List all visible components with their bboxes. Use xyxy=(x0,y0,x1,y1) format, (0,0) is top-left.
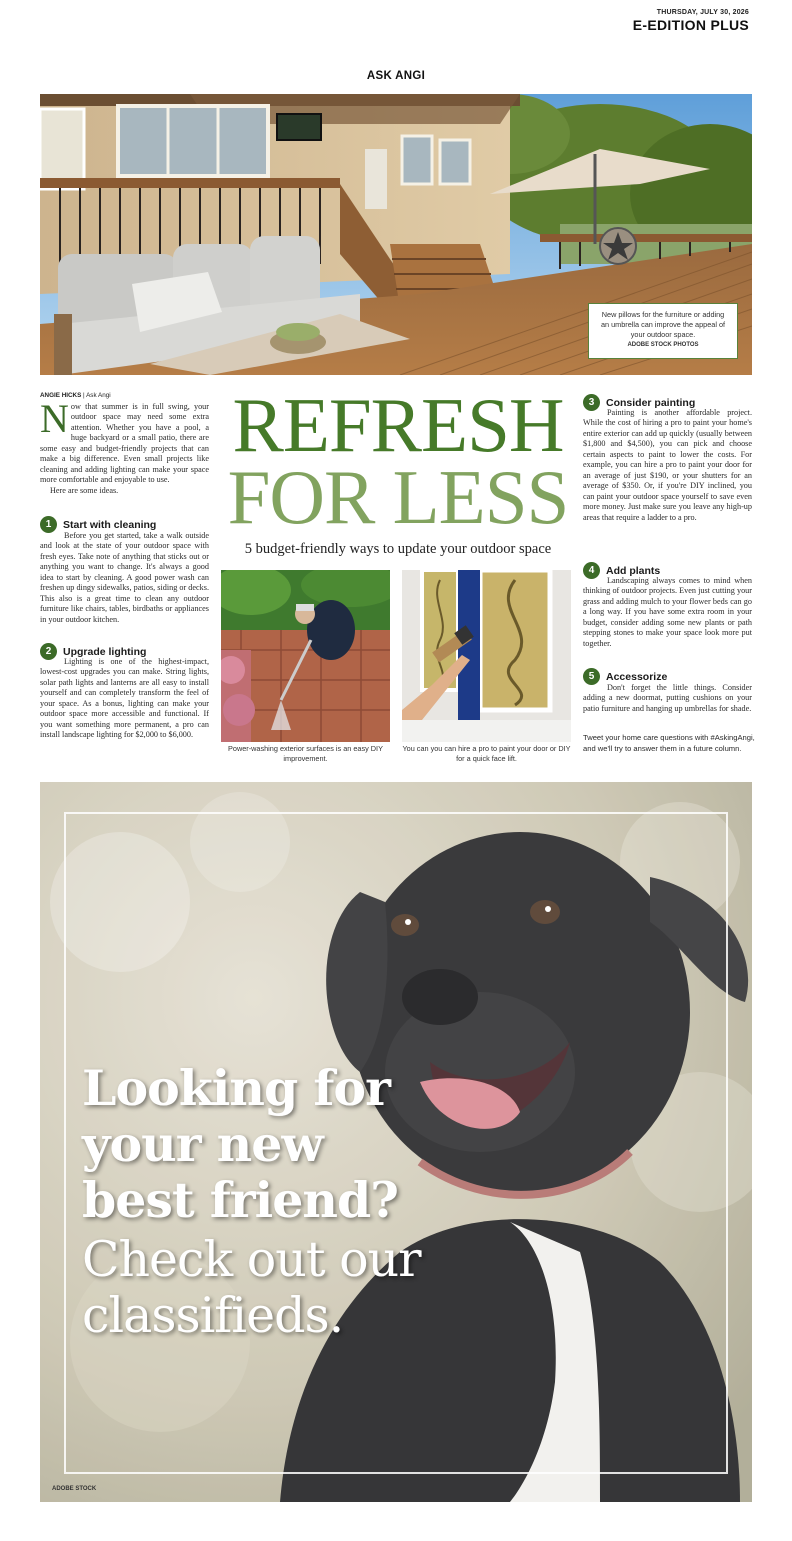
ad-headline-line-2: your new xyxy=(82,1115,323,1173)
tip-4-body: Landscaping always comes to mind when thinking of outdoor projects. Even just cutting your grass and adding mulch to your flower beds can go a long way. If you have some extra room in your budget, consider adding some new plants or path stepping stones to make your space look more put together. xyxy=(583,576,752,648)
section-label: ASK ANGI xyxy=(366,70,426,82)
tip-3-number-badge: 3 xyxy=(583,394,600,411)
edition-date: THURSDAY, JULY 30, 2026 xyxy=(656,9,749,16)
byline: ANGIE HICKS | Ask Angi xyxy=(40,392,111,399)
tip-1-title: Start with cleaning xyxy=(63,518,157,531)
headline-line-2: FOR LESS xyxy=(227,454,569,540)
subheadline: 5 budget-friendly ways to update your outdoor space xyxy=(244,541,552,557)
ad-headline-line-4: Check out our xyxy=(82,1231,421,1288)
ad-photo-credit: ADOBE STOCK xyxy=(52,1486,97,1492)
ad-headline-line-3: best friend? xyxy=(82,1171,398,1229)
tip-2-title: Upgrade lighting xyxy=(63,645,147,658)
hero-caption: New pillows for the furniture or adding an umbrella can improve the appeal of your outdoor space. xyxy=(600,310,726,339)
tip-4-title: Add plants xyxy=(606,564,661,577)
hero-credit: ADOBE STOCK PHOTOS xyxy=(627,342,699,348)
photo-painting-caption: You can you can hire a pro to paint your door or DIY for a quick face lift. xyxy=(402,744,571,763)
hero-caption-box xyxy=(588,303,738,359)
ad-headline-line-1: Looking for xyxy=(82,1059,390,1117)
tip-5-number-badge: 5 xyxy=(583,668,600,685)
photo-power-washing-caption: Power-washing exterior surfaces is an easy DIY improvement. xyxy=(228,744,383,763)
tweet-prompt: Tweet your home care questions with #AskingAngi, and we'll try to answer them in a future column. xyxy=(583,733,755,753)
tip-5-title: Accessorize xyxy=(606,670,668,683)
article-intro xyxy=(40,396,209,496)
tip-1-number-badge: 1 xyxy=(40,516,57,533)
tip-2-number-badge: 2 xyxy=(40,643,57,660)
photo-power-washing xyxy=(221,570,390,742)
tip-2-body: Lighting is one of the highest-impact, lowest-cost upgrades you can make. String lights, solar path lights and lanterns are all easy to install yourself and can completely transform the feel of your space. As a bonus, lighting can make your outdoor space more accessible and functional. If you want something more permanent, a pro can install landscape lighting for $2,000 to $6,000. xyxy=(40,657,209,740)
headline-line-1: REFRESH xyxy=(232,382,564,468)
dropcap: N xyxy=(40,396,69,441)
tip-5-body: Don't forget the little things. Consider adding a new doormat, putting cushions on your patio furniture and hanging up umbrellas for shade. xyxy=(583,683,752,713)
photo-painting-door xyxy=(402,570,571,742)
intro-text: ow that summer is in full swing, your outdoor space may need some extra attention. Whether you have a pool, a huge backyard or a small patio, there are some easy and budget-friendly projects that can make a big difference. Even small projects like cleaning and adding lighting can make your space more comfortable and enjoyable to use. xyxy=(40,402,209,485)
tip-3-body: Painting is another affordable project. While the cost of hiring a pro to paint your home's entire exterior can add up quickly (usually between $1,800 and $4,500), you can pick and choose certain aspects to paint to lower the costs. For example, you can hire a pro to paint your door for an average of just $190, or your shutters for an average of $350. Or, if you're DIY inclined, you can paint your outdoor space yourself to save even more money. Just make sure you leave any high-up areas that require a ladder to a pro. xyxy=(583,408,752,522)
tip-3-title: Consider painting xyxy=(606,396,696,409)
tip-1-body: Before you get started, take a walk outside and look at the state of your outdoor space with fresh eyes. Take note of anything that sticks out or anything you want to change. It's always a good idea to start by cleaning. A good power wash can freshen up dingy sidewalks, patios, siding or decks. This also is a great time to clean any outdoor furniture like chairs, tables, birdbaths or appliances in your outdoor kitchen. xyxy=(40,531,209,624)
ad-headline-line-5: classifieds. xyxy=(82,1287,344,1344)
byline-column: Ask Angi xyxy=(86,392,111,399)
tip-4-number-badge: 4 xyxy=(583,562,600,579)
byline-name: ANGIE HICKS xyxy=(40,392,82,399)
intro-text-2: Here are some ideas. xyxy=(50,485,119,495)
edition-title: E-EDITION PLUS xyxy=(632,17,749,33)
